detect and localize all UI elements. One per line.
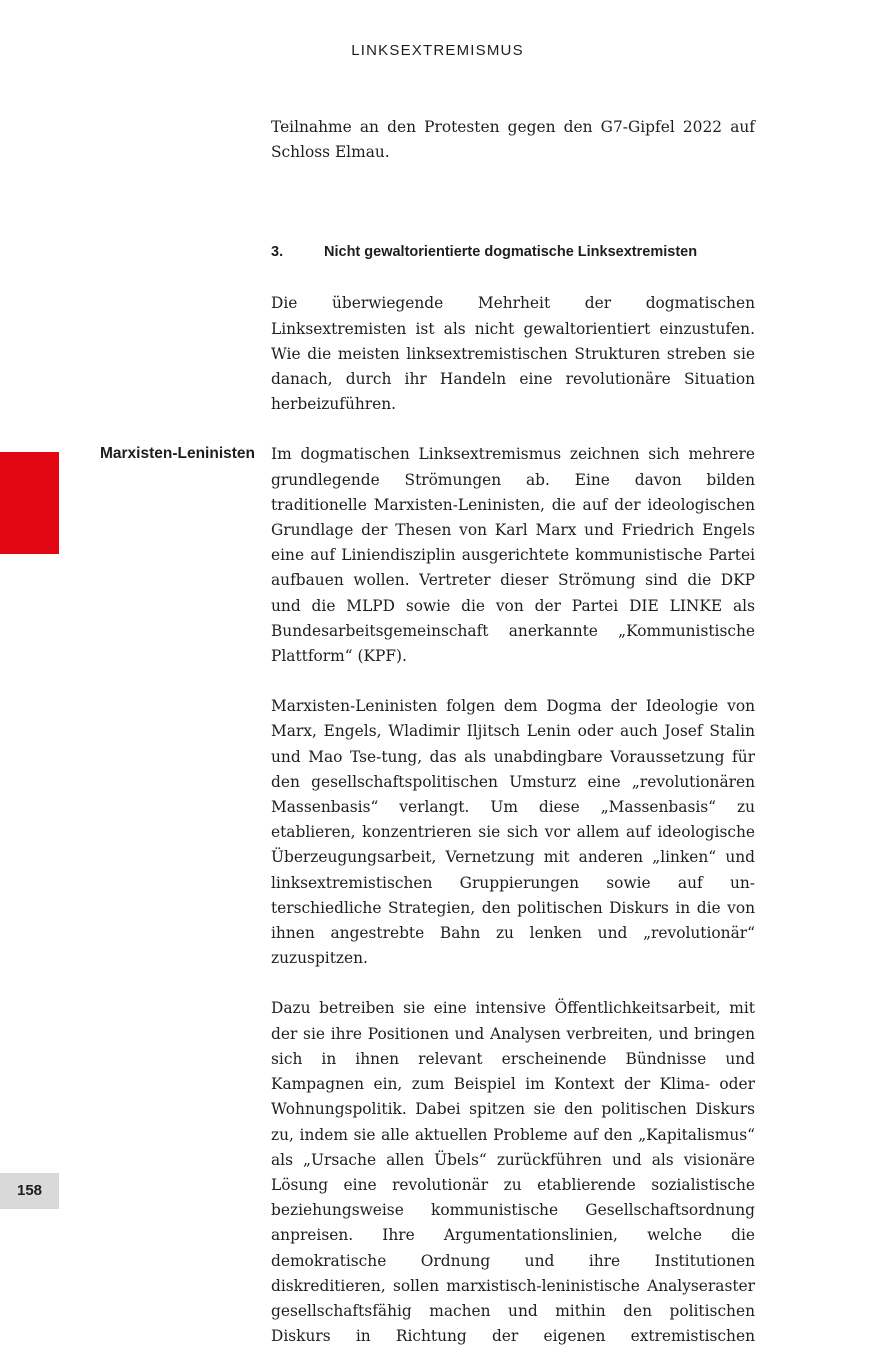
paragraph-2: Marxisten-Leninisten folgen dem Dogma der Ideologie von Marx, Engels, Wladimir Iljitsch Lenin oder auch Josef Stalin und Mao Tse-tung, das als unabdingbare Voraussetzung für den gesellschaftspolitischen Umsturz eine „revolutionären Massenbasis“ verlangt. Um diese „Massenbasis“ zu etablieren, konzentrieren sie sich vor allem auf ideologische Überzeugungsarbeit, Vernetzung mit anderen „linken“ und linksextremistischen Gruppierungen sowie auf unterschiedliche Strategien, den politischen Diskurs in die von ihnen angestrebte Bahn zu lenken und „revolutionär“ zuzuspitzen. bbox=[271, 697, 755, 968]
section-heading bbox=[271, 240, 755, 265]
section-title: Nicht gewaltorientierte dogmatische Linksextremisten bbox=[324, 244, 698, 261]
section-number: 3. bbox=[271, 244, 284, 261]
intro-paragraph: Teilnahme an den Protesten gegen den G7-Gipfel 2022 auf Schloss Elmau. bbox=[271, 118, 755, 162]
section-intro-paragraph: Die überwiegende Mehrheit der dogmatischen Linksextremisten ist als nicht gewaltorientiert einzustufen. Wie die meisten linksextremistischen Strukturen streben sie danach, durch ihr Handeln eine revolutionäre Situation herbeizuführen. bbox=[271, 294, 755, 414]
page-number: 158 bbox=[0, 1173, 59, 1209]
paragraph-3: Dazu betreiben sie eine intensive Öffentlichkeitsarbeit, mit der sie ihre Positionen und Analysen verbreiten, und bringen sich in ihnen relevant erscheinende Bündnisse und Kampagnen ein, zum Beispiel im Kontext der Klima- oder Wohnungspolitik. Dabei spitzen sie den politischen Diskurs zu, indem sie alle aktuellen Probleme auf den „Kapitalismus“ als „Ursache allen Übels“ zurückführen und als visionäre Lösung eine revolutionär zu etablierende sozialistische beziehungsweise kommunistische Gesellschaftsordnung anpreisen. Ihre Argumentationslinien, welche die demokratische Ordnung und ihre Institutionen diskreditieren, sollen marxistisch-leninistische Analyseraster gesellschaftsfähig machen und mithin den politischen Diskurs in Richtung der eigenen extremistischen bbox=[271, 999, 755, 1346]
margin-note: Marxisten-Leninisten bbox=[99, 445, 255, 463]
chapter-color-tab bbox=[0, 452, 59, 554]
running-header: LINKSEXTREMISMUS bbox=[351, 42, 524, 59]
main-column bbox=[99, 115, 755, 1349]
paragraph-1: Im dogmatischen Linksextremismus zeichnen sich mehrere grundlegende Strömungen ab. Eine davon bilden traditionelle Marxisten-Leninisten, die auf der ideologischen Grundlage der Thesen von Karl Marx und Friedrich Engels eine auf Liniendisziplin ausgerichtete kommunistische Partei aufbauen wollen. Vertreter dieser Strömung sind die DKP und die MLPD sowie die von der Partei DIE LINKE als Bundesarbeitsgemeinschaft anerkannte „Kommunistische Plattform“ (KPF). bbox=[271, 445, 755, 666]
marxisten-leninisten-block bbox=[99, 442, 755, 669]
